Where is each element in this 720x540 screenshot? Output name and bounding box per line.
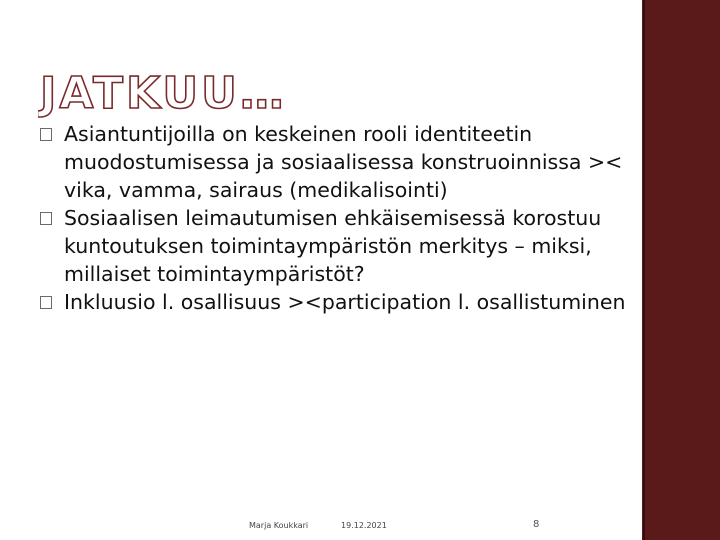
bullet-marker-icon [40,296,52,309]
bullet-item [40,204,640,288]
bullet-item [40,120,640,204]
bullet-marker-icon [40,212,52,225]
right-accent-line [643,0,645,540]
bullet-item [40,288,640,316]
right-accent-bar [642,0,720,540]
slide-title-text: JATKUU… [40,68,287,118]
bullet-text: Inkluusio l. osallisuus ><participation l. osallistuminen [64,290,626,314]
footer-author: Marja Koukkari [249,521,309,530]
slide-title-graphic [38,66,298,118]
bullet-marker-icon [40,128,52,141]
bullet-list [40,120,640,316]
bullet-text: Sosiaalisen leimautumisen ehkäisemisessä korostuu kuntoutuksen toimintaympäristön merkitys – miksi, millaiset toimintaympäristöt? [64,206,602,286]
bullet-text: Asiantuntijoilla on keskeinen rooli identiteetin muodostumisessa ja sosiaalisessa konstruoinnissa >< vika, vamma, sairaus (medikalisointi) [64,122,623,202]
slide-title [38,66,298,118]
footer-date: 19.12.2021 [341,521,387,530]
footer-page-number: 8 [533,519,540,530]
